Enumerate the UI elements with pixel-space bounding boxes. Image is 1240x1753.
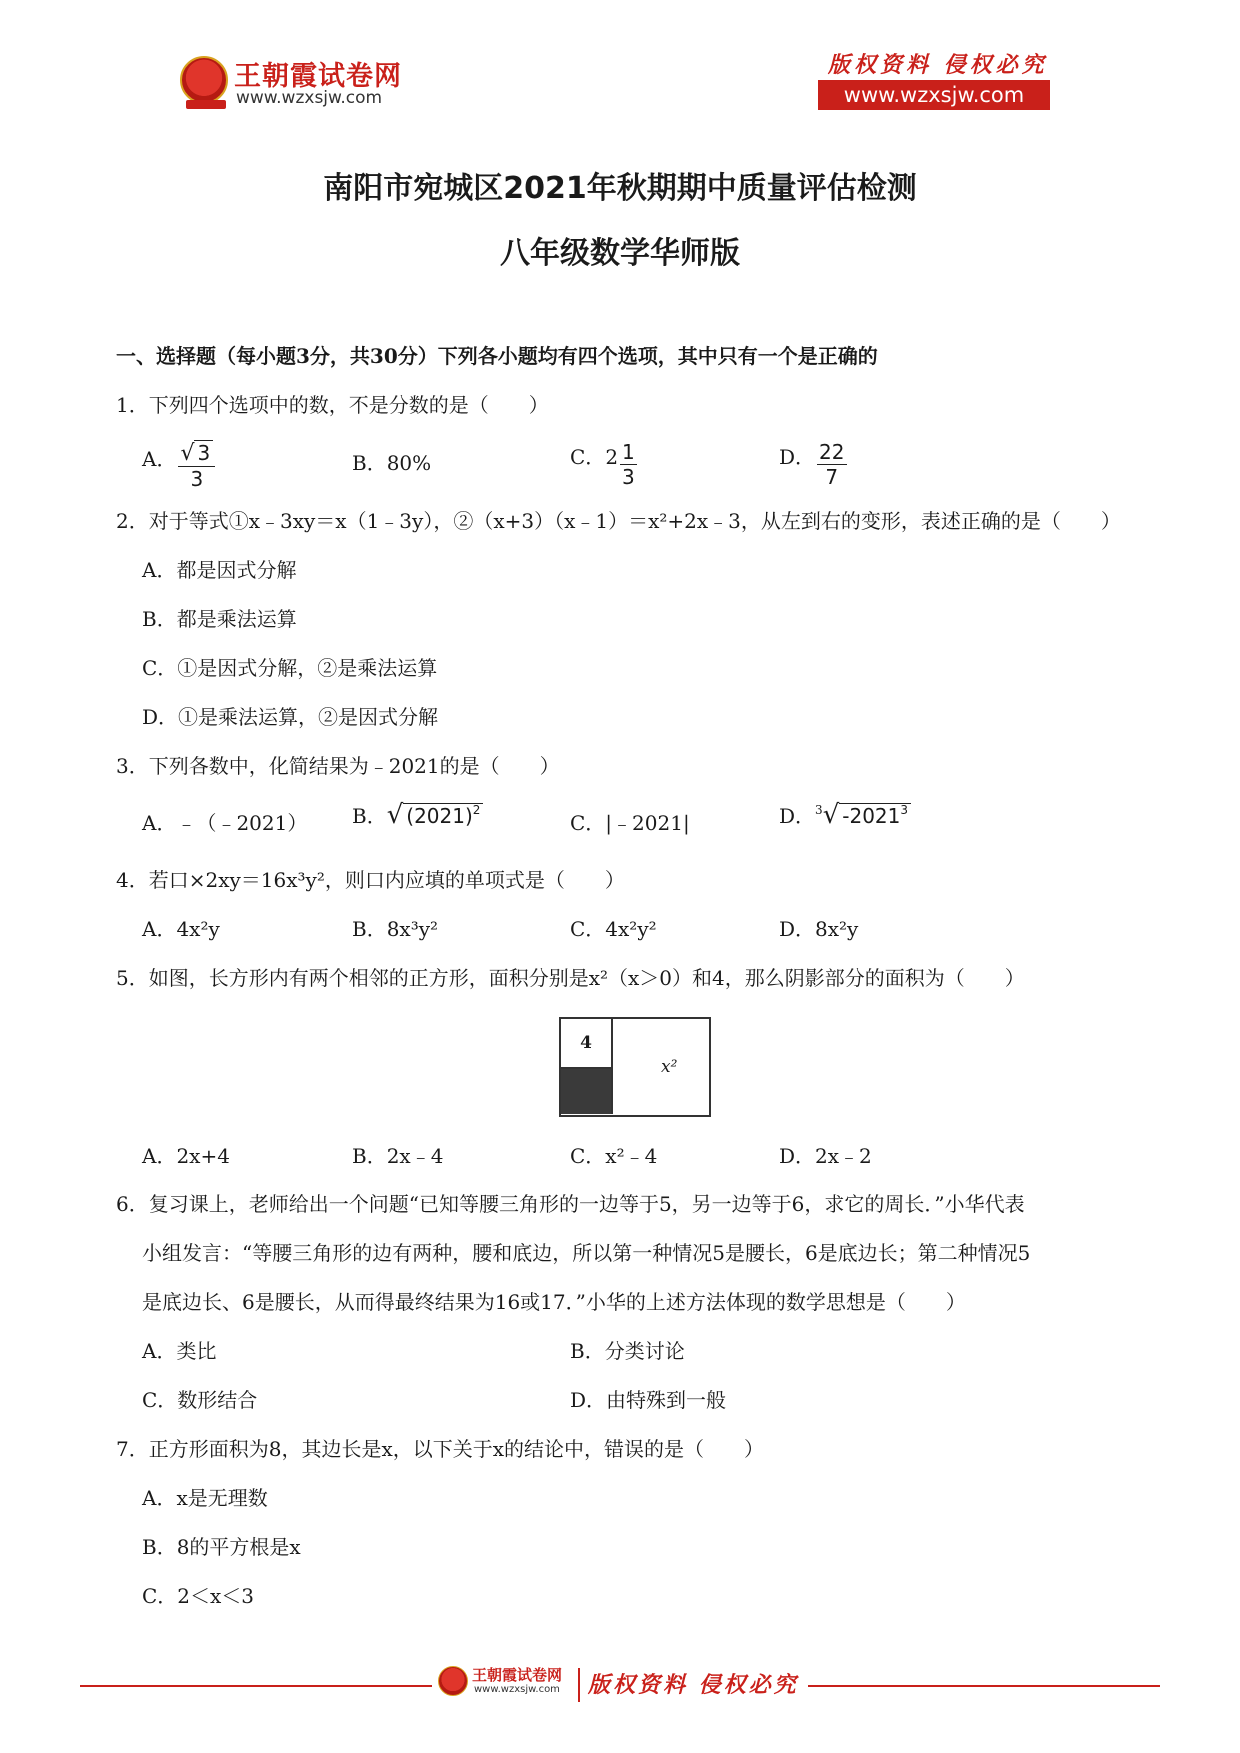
brand-name: 王朝霞试卷网 bbox=[234, 61, 402, 92]
q6-option-a: A．类比 bbox=[142, 1339, 217, 1363]
q4-option-b: B．8x³y² bbox=[352, 917, 439, 941]
q3-d-radicand bbox=[839, 803, 911, 828]
footer-rule-left bbox=[80, 1685, 432, 1687]
q5-option-a: A．2x+4 bbox=[142, 1144, 230, 1168]
q3-d-label: D． bbox=[779, 804, 816, 828]
q5-figure bbox=[559, 1017, 711, 1117]
q6-option-b: B．分类讨论 bbox=[570, 1339, 685, 1363]
page-subtitle: 八年级数学华师版 bbox=[500, 236, 740, 271]
brand-logo bbox=[180, 52, 400, 112]
q4-option-c: C．4x²y² bbox=[570, 917, 657, 941]
footer-divider bbox=[578, 1668, 580, 1702]
question-3-stem: 3．下列各数中，化简结果为﹣2021的是（ ） bbox=[116, 754, 560, 778]
footer-brand-name: 王朝霞试卷网 bbox=[472, 1666, 563, 1684]
q4-option-d: D．8x²y bbox=[779, 917, 859, 941]
figure-large-square-label: x² bbox=[661, 1057, 678, 1077]
q5-option-c: C．x²﹣4 bbox=[570, 1144, 658, 1168]
ribbon-icon bbox=[186, 100, 226, 109]
q3-d-exponent: 3 bbox=[900, 803, 909, 817]
copyright-slogan: 版权资料 侵权必究 bbox=[828, 52, 1048, 78]
q3-option-b bbox=[352, 800, 483, 830]
q2-option-c: C．①是因式分解，②是乘法运算 bbox=[142, 656, 438, 680]
figure-small-square: 4 bbox=[561, 1019, 613, 1069]
q7-option-b: B．8的平方根是x bbox=[142, 1535, 301, 1559]
q1-option-a bbox=[142, 440, 215, 491]
question-6-line-2: 小组发言：“等腰三角形的边有两种，腰和底边，所以第一种情况5是腰长，6是底边长；第二种情况5 bbox=[142, 1241, 1031, 1265]
q2-option-b: B．都是乘法运算 bbox=[142, 607, 297, 631]
q1-c-fraction bbox=[620, 440, 637, 489]
q1-d-numerator: 22 bbox=[819, 440, 845, 464]
q3-d-inner: -2021 bbox=[842, 804, 901, 828]
brand-url[interactable]: www.wzxsjw.com bbox=[236, 88, 383, 108]
copyright-url[interactable]: www.wzxsjw.com bbox=[818, 80, 1050, 110]
q6-option-c: C．数形结合 bbox=[142, 1388, 258, 1412]
q1-option-c bbox=[570, 440, 637, 489]
q3-option-c: C．|﹣2021| bbox=[570, 811, 690, 835]
q1-option-b: B．80% bbox=[352, 451, 432, 475]
q7-option-c: C．2＜x＜3 bbox=[142, 1584, 255, 1608]
footer-badge-icon bbox=[438, 1666, 468, 1696]
q5-option-b: B．2x﹣4 bbox=[352, 1144, 444, 1168]
q1-a-label: A． bbox=[142, 447, 177, 471]
q1-c-label: C． bbox=[570, 445, 606, 469]
footer-rule-right bbox=[808, 1685, 1160, 1687]
question-6-line-3: 是底边长、6是腰长，从而得最终结果为16或17．”小华的上述方法体现的数学思想是（ ） bbox=[142, 1290, 966, 1314]
question-5-stem: 5．如图，长方形内有两个相邻的正方形，面积分别是x²（x＞0）和4，那么阴影部分的面积为（ ） bbox=[116, 966, 1025, 990]
q1-a-denominator: 3 bbox=[190, 467, 204, 491]
page-title: 南阳市宛城区2021年秋期期中质量评估检测 bbox=[323, 171, 917, 206]
badge-icon bbox=[180, 56, 228, 104]
figure-shaded-region bbox=[561, 1069, 613, 1114]
q1-c-whole: 2 bbox=[605, 445, 619, 469]
question-2-stem: 2．对于等式①x﹣3xy＝x（1﹣3y），②（x+3）（x﹣1）＝x²+2x﹣3，从左到右的变形，表述正确的是（ ） bbox=[116, 509, 1121, 533]
q3-option-a: A．﹣（﹣2021） bbox=[142, 811, 308, 835]
q2-option-a: A．都是因式分解 bbox=[142, 558, 297, 582]
q1-a-fraction: $\frac{√ 3}{3}$ bbox=[178, 440, 215, 491]
q3-option-d bbox=[779, 800, 911, 830]
q7-option-a: A．x是无理数 bbox=[142, 1486, 268, 1510]
q1-c-denominator: 3 bbox=[622, 465, 635, 489]
footer-slogan: 版权资料 侵权必究 bbox=[588, 1672, 799, 1698]
q4-option-a: A．4x²y bbox=[142, 917, 220, 941]
q5-option-d: D．2x﹣2 bbox=[779, 1144, 872, 1168]
q3-b-exponent: 2 bbox=[472, 803, 481, 817]
q3-b-label: B． bbox=[352, 804, 387, 828]
sqrt-icon: √ bbox=[386, 800, 404, 830]
q3-b-inner: (2021) bbox=[406, 804, 473, 828]
q1-d-denominator: 7 bbox=[825, 465, 839, 489]
footer-brand-url[interactable]: www.wzxsjw.com bbox=[474, 1684, 560, 1695]
q1-c-numerator: 1 bbox=[622, 440, 635, 464]
cube-root-icon: √ bbox=[822, 800, 840, 830]
question-1-stem: 1．下列四个选项中的数，不是分数的是（ ） bbox=[116, 393, 549, 417]
q1-option-d bbox=[779, 440, 847, 489]
question-6-line-1: 6．复习课上，老师给出一个问题“已知等腰三角形的一边等于5，另一边等于6，求它的周长．”小华代表 bbox=[116, 1192, 1025, 1216]
q1-d-fraction bbox=[817, 440, 846, 489]
question-7-stem: 7．正方形面积为8，其边长是x，以下关于x的结论中，错误的是（ ） bbox=[116, 1437, 765, 1461]
q2-option-d: D．①是乘法运算，②是因式分解 bbox=[142, 705, 439, 729]
section-heading: 一、选择题（每小题3分，共30分）下列各小题均有四个选项，其中只有一个是正确的 bbox=[116, 344, 878, 368]
q6-option-d: D．由特殊到一般 bbox=[570, 1388, 727, 1412]
q3-b-radicand bbox=[403, 803, 483, 828]
q3-d-root-index: 3 bbox=[815, 803, 823, 817]
question-4-stem: 4．若口×2xy＝16x³y²，则口内应填的单项式是（ ） bbox=[116, 868, 625, 892]
q1-d-label: D． bbox=[779, 445, 816, 469]
q1-a-numerator: 3 bbox=[194, 440, 213, 465]
